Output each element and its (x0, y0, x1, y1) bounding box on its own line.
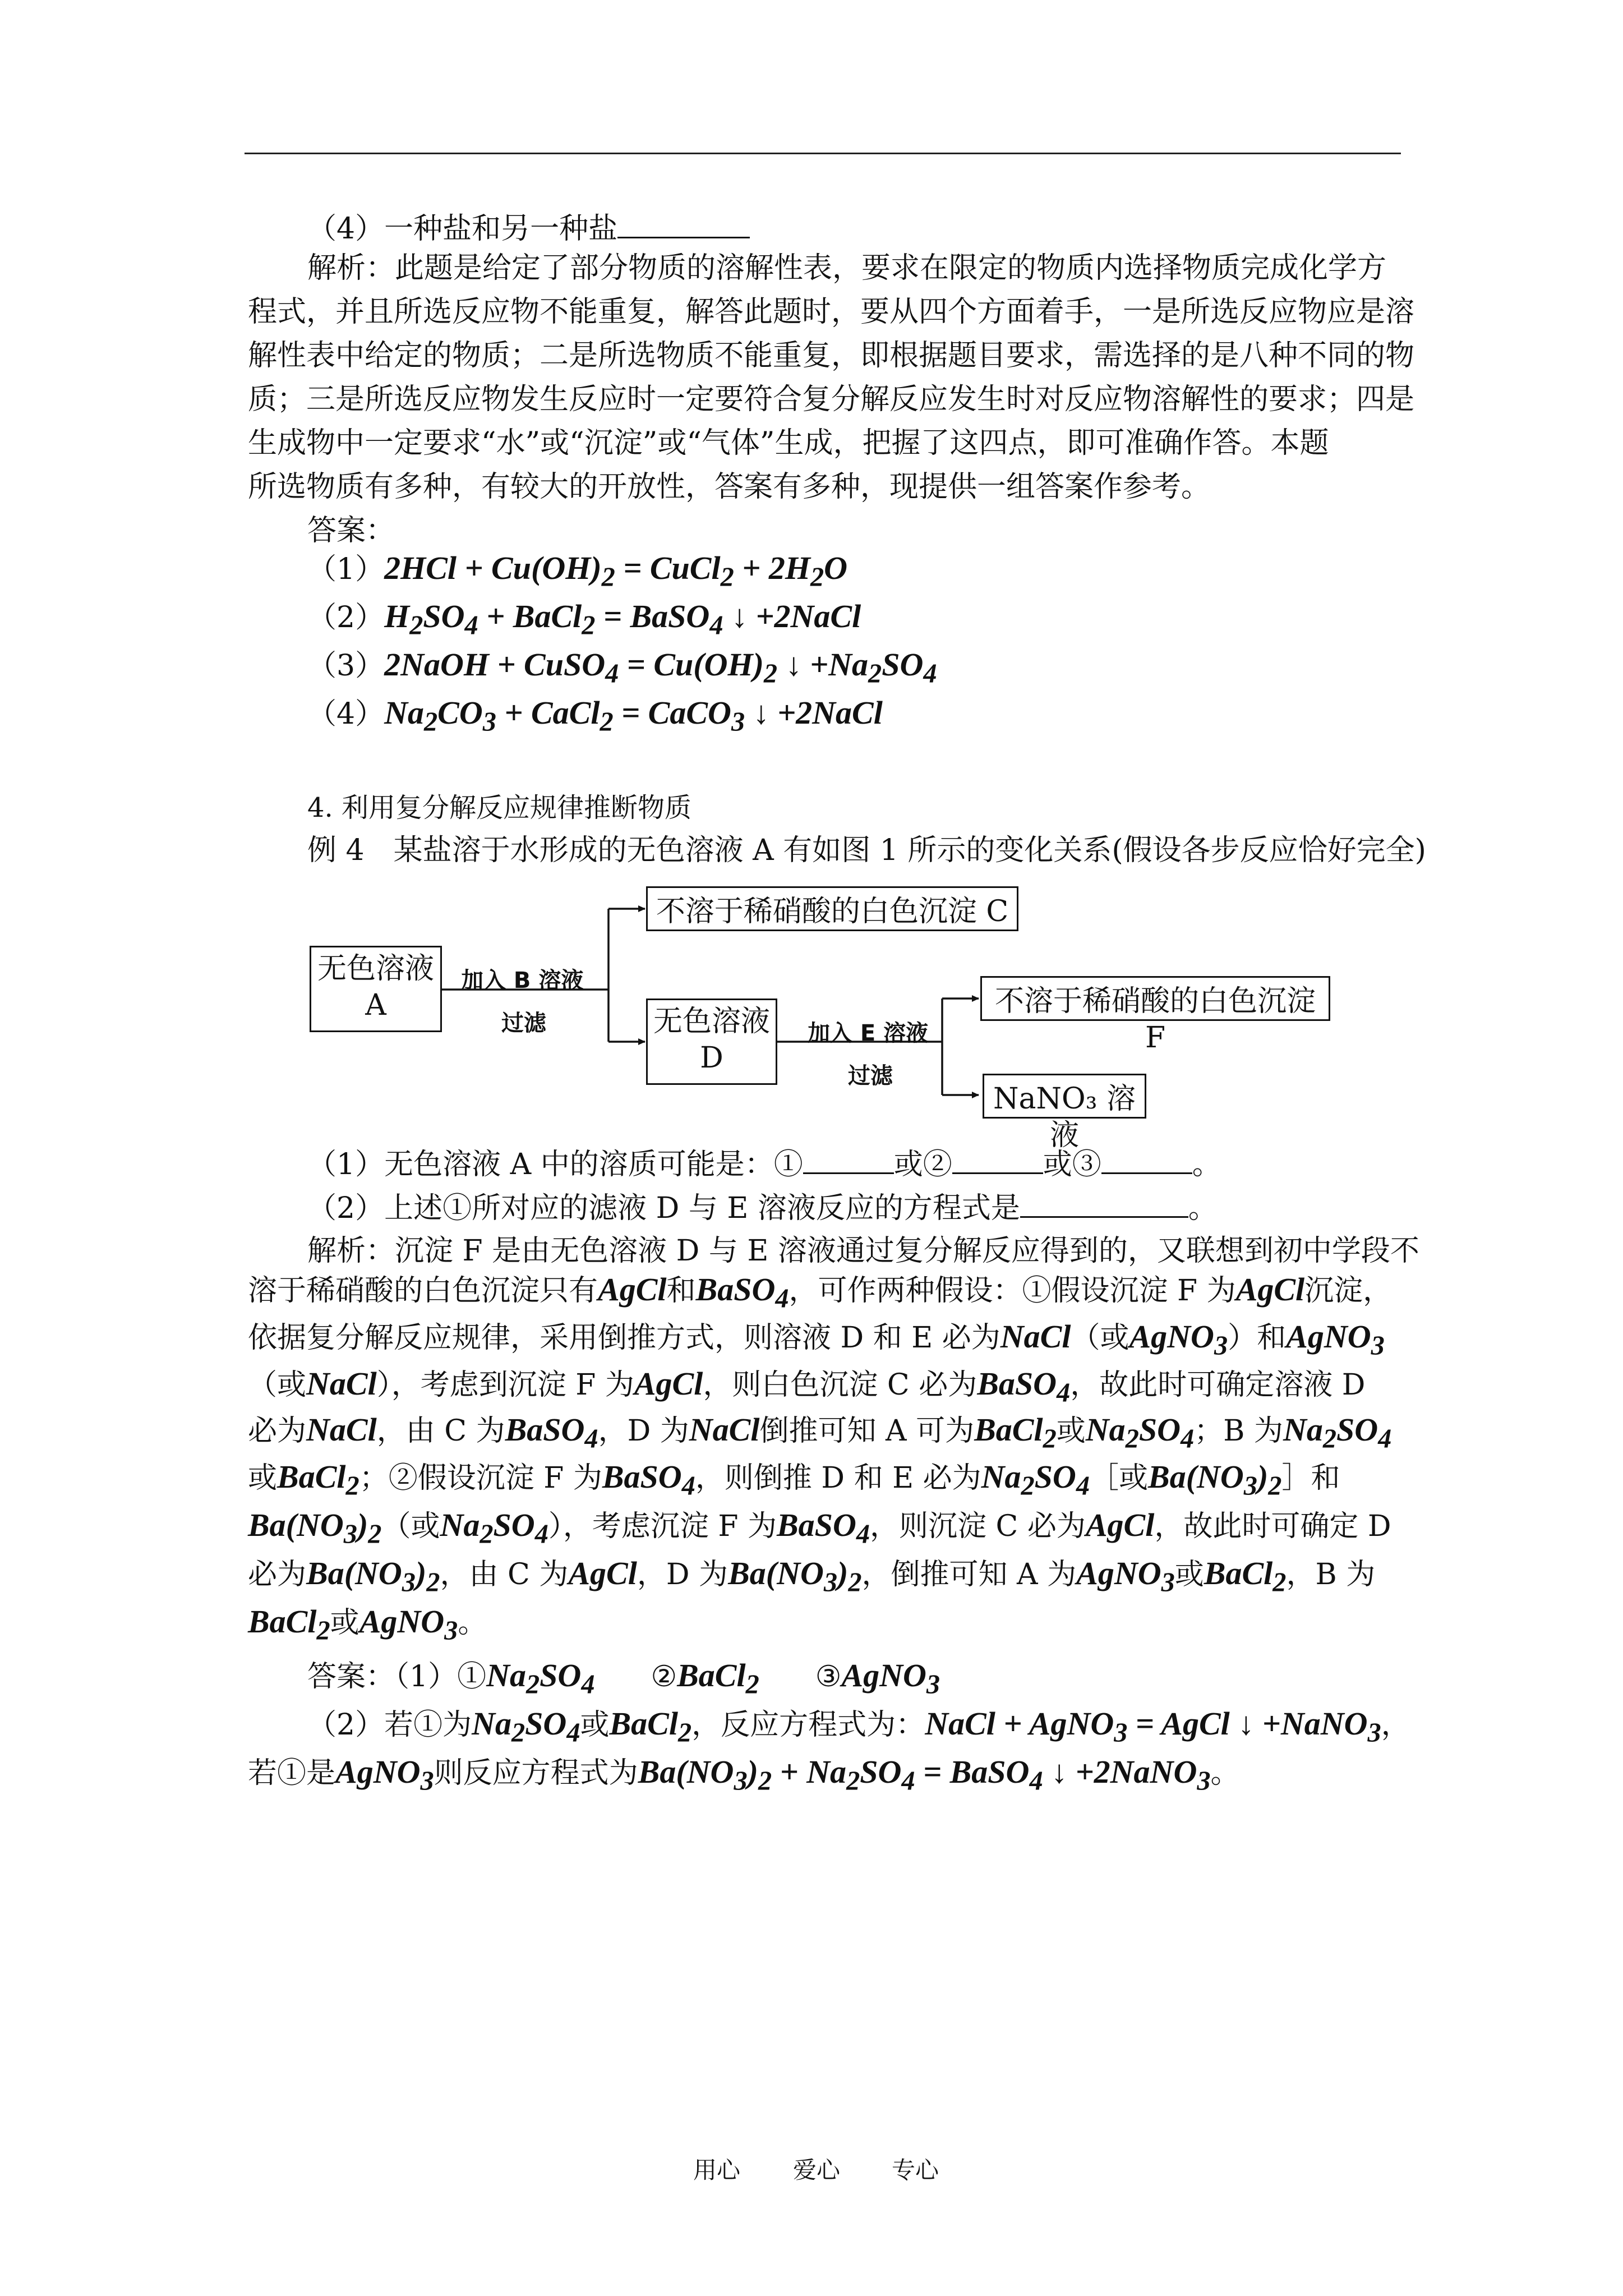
analysis-line: （或NaCl），考虑到沉淀 F 为AgCl，则白色沉淀 C 必为BaSO$_4$，故此时可确定溶液 D (248, 1365, 1366, 1408)
analysis-line: 所选物质有多种，有较大的开放性，答案有多种，现提供一组答案作参考。 (248, 470, 1211, 504)
analysis-line: 必为NaCl，由 C 为BaSO$_4$，D 为NaCl倒推可知 A 可为BaCl$_2$或$Na_2SO_4$；B 为$Na_2SO_4$ (248, 1411, 1392, 1454)
answer-blank[interactable] (803, 1148, 894, 1174)
answer-2-line: （2）若①为$Na_2SO_4$或BaCl$_2$，反应方程式为：NaCl + AgNO$_3$ = AgCl ↓ +NaNO$_3$， (307, 1705, 1410, 1748)
analysis-line: 解析：沉淀 F 是由无色溶液 D 与 E 溶液通过复分解反应得到的，又联想到初中学段不 (307, 1234, 1419, 1268)
q4-item: （4）一种盐和另一种盐 (307, 212, 750, 243)
footer-text: 专心 (892, 2156, 939, 2184)
analysis-line: 解析：此题是给定了部分物质的溶解性表，要求在限定的物质内选择物质完成化学方 (307, 251, 1387, 285)
equation-2: $(2)H_2SO_4$ + BaCl$_2$ = BaSO$_4$ ↓ +2NaCl (307, 598, 861, 641)
box-precipitate-c: 不溶于稀硝酸的白色沉淀 C (646, 886, 1018, 931)
box-precipitate-f: 不溶于稀硝酸的白色沉淀 F (980, 976, 1330, 1021)
analysis-line: 程式，并且所选反应物不能重复，解答此题时，要从四个方面着手，一是所选反应物应是溶 (248, 295, 1415, 329)
arrow-label-add-e: 加入 E 溶液 (808, 1020, 929, 1046)
analysis-line: 质；三是所选反应物发生反应时一定要符合复分解反应发生时对反应物溶解性的要求；四是 (248, 383, 1415, 416)
analysis-line: 必为$Ba(NO_3)_2$，由 C 为AgCl，D 为$Ba(NO_3)_2$，倒推可知 A 为AgNO$_3$或BaCl$_2$，B 为 (248, 1555, 1376, 1598)
question-2: （2）上述①所对应的滤液 D 与 E 溶液反应的方程式是 。 (307, 1191, 1218, 1225)
question-1: （1）无色溶液 A 中的溶质可能是：① 或② 或③ 。 (307, 1148, 1221, 1181)
footer-text: 爱心 (793, 2156, 841, 2184)
equation-4: $(4)Na_2CO_3$ + CaCl$_2$ = CaCO$_3$ ↓ +2NaCl (307, 694, 883, 737)
analysis-line: 解性表中给定的物质；二是所选物质不能重复，即根据题目要求，需选择的是八种不同的物 (248, 339, 1415, 372)
arrow-label-filter: 过滤 (848, 1063, 893, 1089)
footer-text: 用心 (693, 2156, 741, 2184)
box-solution-d: 无色溶液 D (646, 999, 777, 1085)
answer-label: 答案： (307, 514, 395, 547)
answer-line: 答案：$(1)①Na_2SO_4$ ②BaCl$_2$ ③AgNO$_3$ (307, 1657, 940, 1700)
answer-blank[interactable] (1020, 1191, 1188, 1218)
example-statement: 例 4 某盐溶于水形成的无色溶液 A 有如图 1 所示的变化关系(假设各步反应恰好完全) (307, 834, 1426, 867)
answer-blank[interactable] (952, 1148, 1043, 1174)
analysis-line: 生成物中一定要求“水”或“沉淀”或“气体”生成，把握了这四点，即可准确作答。本题 (248, 426, 1329, 460)
equation-3: （3）2NaOH + CuSO$_4$ = $Cu(OH)_2$ ↓ $+Na_2SO_4$ (307, 646, 937, 689)
analysis-line: $Ba(NO_3)_2$（或$Na_2SO_4$），考虑沉淀 F 为BaSO$_4$，则沉淀 C 必为AgCl，故此时可确定 D (248, 1507, 1391, 1549)
section-title: 4. 利用复分解反应规律推断物质 (307, 792, 692, 823)
analysis-line: 或BaCl$_2$；②假设沉淀 F 为BaSO$_4$，则倒推 D 和 E 必为$Na_2SO_4[$或$Ba(NO_3)_2]$和 (248, 1458, 1340, 1501)
equation-1: $(1)2HCl + Cu(OH)_2$ = CuCl$_2$ + $2H_2O$ (307, 550, 848, 592)
box-nano3-solution: NaNO₃ 溶液 (983, 1074, 1146, 1119)
analysis-line: 依据复分解反应规律，采用倒推方式，则溶液 D 和 E 必为NaCl（或AgNO$_3$）和AgNO$_3$ (248, 1318, 1385, 1361)
analysis-line: BaCl$_2$或AgNO$_3$。 (248, 1603, 487, 1646)
answer-2-line: 若①是AgNO$_3$则反应方程式为$Ba(NO_3)_2 + Na_2SO_4$ = BaSO$_4$ ↓ +2NaNO$_3$。 (248, 1754, 1240, 1796)
analysis-line: 溶于稀硝酸的白色沉淀只有AgCl和BaSO$_4$，可作两种假设：①假设沉淀 F 为AgCl沉淀， (248, 1271, 1393, 1314)
answer-blank[interactable] (1101, 1148, 1192, 1174)
box-solution-a: 无色溶液 A (310, 946, 442, 1032)
arrow-label-filter: 过滤 (501, 1010, 546, 1036)
arrow-label-add-b: 加入 B 溶液 (461, 968, 584, 993)
